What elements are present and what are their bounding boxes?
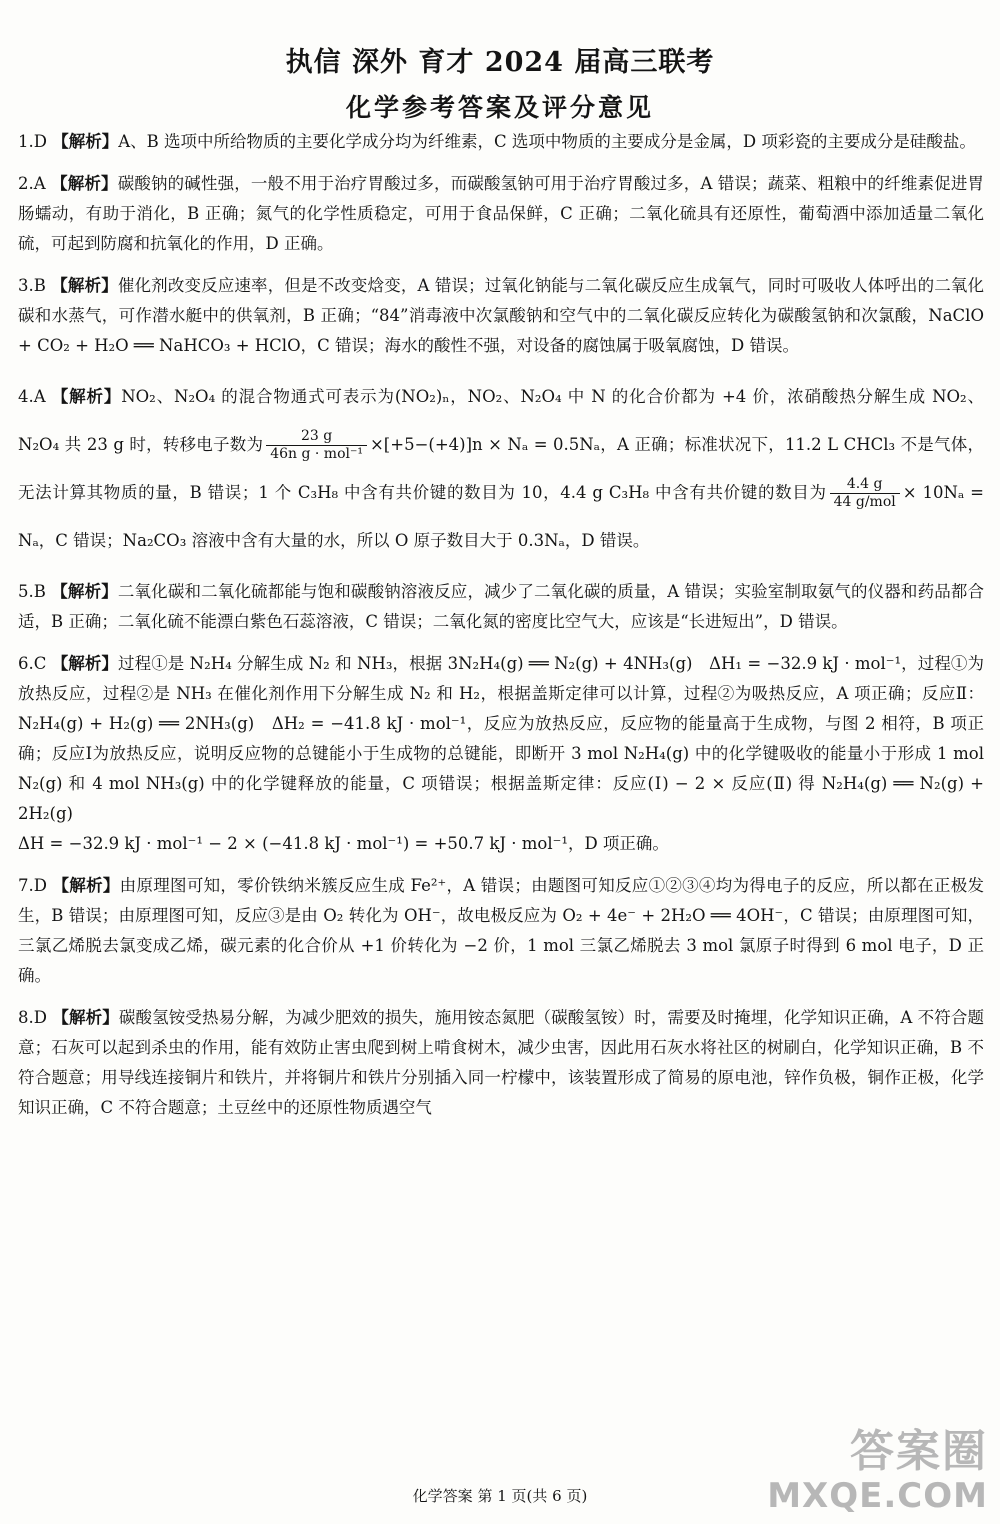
answer-text: 过程①是 N₂H₄ 分解生成 N₂ 和 NH₃，根据 3N₂H₄(g) ══ N₂(g) + 4NH₃(g) ΔH₁ = −32.9 kJ · mol⁻¹，过程①为放热反应，过程②是 NH₃ 在催化剂作用下分解生成 N₂ 和 H₂，根据盖斯定律可以计算，过程②为吸热反应，A 项正确；反应Ⅱ：N₂H₄(g) + H₂(g) ══ 2NH₃(g) ΔH₂ = −41.8 kJ · mol⁻¹，反应为放热反应，反应物的能量高于生成物，与图 2 相符，B 项正确；反应Ⅰ为放热反应，说明反应物的总键能小于生成物的总键能，即断开 3 mol N₂H₄(g) 中的化学键吸收的能量小于形成 1 mol N₂(g) 和 4 mol NH₃(g) 中的化学键释放的能量，C 项错误；根据盖斯定律：反应(Ⅰ) − 2 × 反应(Ⅱ) 得 N₂H₄(g) ══ N₂(g) + 2H₂(g) <box>18 654 984 823</box>
analysis-tag: 【解析】 <box>51 582 118 601</box>
answer-text: 二氧化碳和二氧化硫都能与饱和碳酸钠溶液反应，减少了二氧化碳的质量，A 错误；实验室制取氨气的仪器和药品都合适，B 正确；二氧化硫不能漂白紫色石蕊溶液，C 错误；二氧化氮的密度比空气大，应该是“长进短出”，D 错误。 <box>18 582 985 631</box>
analysis-tag: 【解析】 <box>51 654 119 673</box>
page-footer: 化学答案 第 1 页(共 6 页) <box>412 1487 588 1505</box>
fraction-numerator: 23 g <box>266 428 367 446</box>
answer-number: 8.D <box>18 1008 47 1027</box>
answer-number: 1.D <box>18 132 47 151</box>
answer-number: 5.B <box>18 582 46 601</box>
answer-item-8 <box>18 1003 984 1123</box>
answer-text-part-c: × 10Nₐ = Nₐ，C 错误；Na₂CO₃ 溶液中含有大量的水，所以 O 原子数目大于 0.3Nₐ，D 错误。 <box>18 483 984 550</box>
answer-number: 3.B <box>18 276 46 295</box>
analysis-tag: 【解析】 <box>51 276 118 295</box>
answer-text-part-b: ×[+5−(+4)]n × Nₐ = 0.5Nₐ，A 正确；标准状况下，11.2 L CHCl₃ 不是气体，无法计算其物质的量，B 错误；1 个 C₃H₈ 中含有共价键的数目为 10，4.4 g C₃H₈ 中含有共价键的数目为 <box>18 435 984 502</box>
fraction-denominator: 46n g · mol⁻¹ <box>270 446 363 462</box>
answer-item-7 <box>18 871 984 991</box>
answer-item-4 <box>18 373 984 565</box>
fraction-numerator: 4.4 g <box>830 476 900 494</box>
analysis-tag: 【解析】 <box>52 876 120 895</box>
fraction-bond-count <box>830 476 900 511</box>
watermark-text-bottom: MXQE.COM <box>767 1476 988 1516</box>
analysis-tag: 【解析】 <box>52 1008 119 1027</box>
answer-item-5 <box>18 577 984 637</box>
answer-item-1 <box>18 127 984 157</box>
answer-item-6 <box>18 649 984 829</box>
answer-text-part-a: NO₂、N₂O₄ 的混合物通式可表示为(NO₂)ₙ，NO₂、N₂O₄ 中 N 的化合价都为 +4 价，浓硝酸热分解生成 NO₂、N₂O₄ 共 23 g 时，转移电子数为 <box>18 387 985 454</box>
answer-text: 碳酸钠的碱性强，一般不用于治疗胃酸过多，而碳酸氢钠可用于治疗胃酸过多，A 错误；蔬菜、粗粮中的纤维素促进胃肠蠕动，有助于消化，B 正确；氮气的化学性质稳定，可用于食品保鲜，C 正确；二氧化硫具有还原性，葡萄酒中添加适量二氧化硫，可起到防腐和抗氧化的作用，D 正确。 <box>18 174 985 253</box>
answer-text: 碳酸氢铵受热易分解，为减少肥效的损失，施用铵态氮肥（碳酸氢铵）时，需要及时掩埋，化学知识正确，A 不符合题意；石灰可以起到杀虫的作用，能有效防止害虫爬到树上啃食树木，减少虫害，因此用石灰水将社区的树刷白，化学知识正确，B 不符合题意；用导线连接铜片和铁片，并将铜片和铁片分别插入同一柠檬中，该装置形成了简易的原电池，锌作负极，铜作正极，化学知识正确，C 不符合题意；土豆丝中的还原性物质遇空气 <box>18 1008 984 1117</box>
answer-number: 2.A <box>18 174 46 193</box>
watermark-logo <box>688 1428 988 1524</box>
analysis-tag: 【解析】 <box>52 132 119 151</box>
exam-title: 执信 深外 育才 2024 届高三联考 <box>285 47 715 78</box>
answer-list <box>18 127 984 1135</box>
analysis-tag: 【解析】 <box>51 174 118 193</box>
fraction-electron-transfer <box>266 428 367 463</box>
answer-item-2 <box>18 169 984 259</box>
answer-number: 6.C <box>18 654 47 673</box>
answer-text: 催化剂改变反应速率，但是不改变焓变，A 错误；过氧化钠能与二氧化碳反应生成氧气，同时可吸收人体呼出的二氧化碳和水蒸气，可作潜水艇中的供氧剂，B 正确；“84”消毒液中次氯酸钠和空气中的二氧化碳反应转化为碳酸氢钠和次氯酸，NaClO + CO₂ + H₂O ══ NaHCO₃ + HClO，C 错误；海水的酸性不强，对设备的腐蚀属于吸氧腐蚀，D 错误。 <box>18 276 985 355</box>
answer-item-3 <box>18 271 984 361</box>
document-subtitle: 化学参考答案及评分意见 <box>345 93 654 122</box>
answer-text: 由原理图可知，零价铁纳米簇反应生成 Fe²⁺，A 错误；由题图可知反应①②③④均为得电子的反应，所以都在正极发生，B 错误；由原理图可知，反应③是由 O₂ 转化为 OH⁻，故电极反应为 O₂ + 4e⁻ + 2H₂O ══ 4OH⁻，C 错误；由原理图可知，三氯乙烯脱去氯变成乙烯，碳元素的化合价从 +1 价转化为 −2 价，1 mol 三氯乙烯脱去 3 mol 氯原子时得到 6 mol 电子，D 正确。 <box>18 876 985 985</box>
analysis-tag: 【解析】 <box>51 387 122 406</box>
watermark-text-top: 答案圈 <box>850 1426 988 1477</box>
answer-text: A、B 选项中所给物质的主要化学成分均为纤维素，C 选项中物质的主要成分是金属，D 项彩瓷的主要成分是硅酸盐。 <box>118 132 976 151</box>
answer-number: 7.D <box>18 876 47 895</box>
answer-item-6-delta-h: ΔH = −32.9 kJ · mol⁻¹ − 2 × (−41.8 kJ · mol⁻¹) = +50.7 kJ · mol⁻¹，D 项正确。 <box>18 834 669 853</box>
fraction-denominator: 44 g/mol <box>833 494 896 510</box>
answer-number: 4.A <box>18 387 46 406</box>
